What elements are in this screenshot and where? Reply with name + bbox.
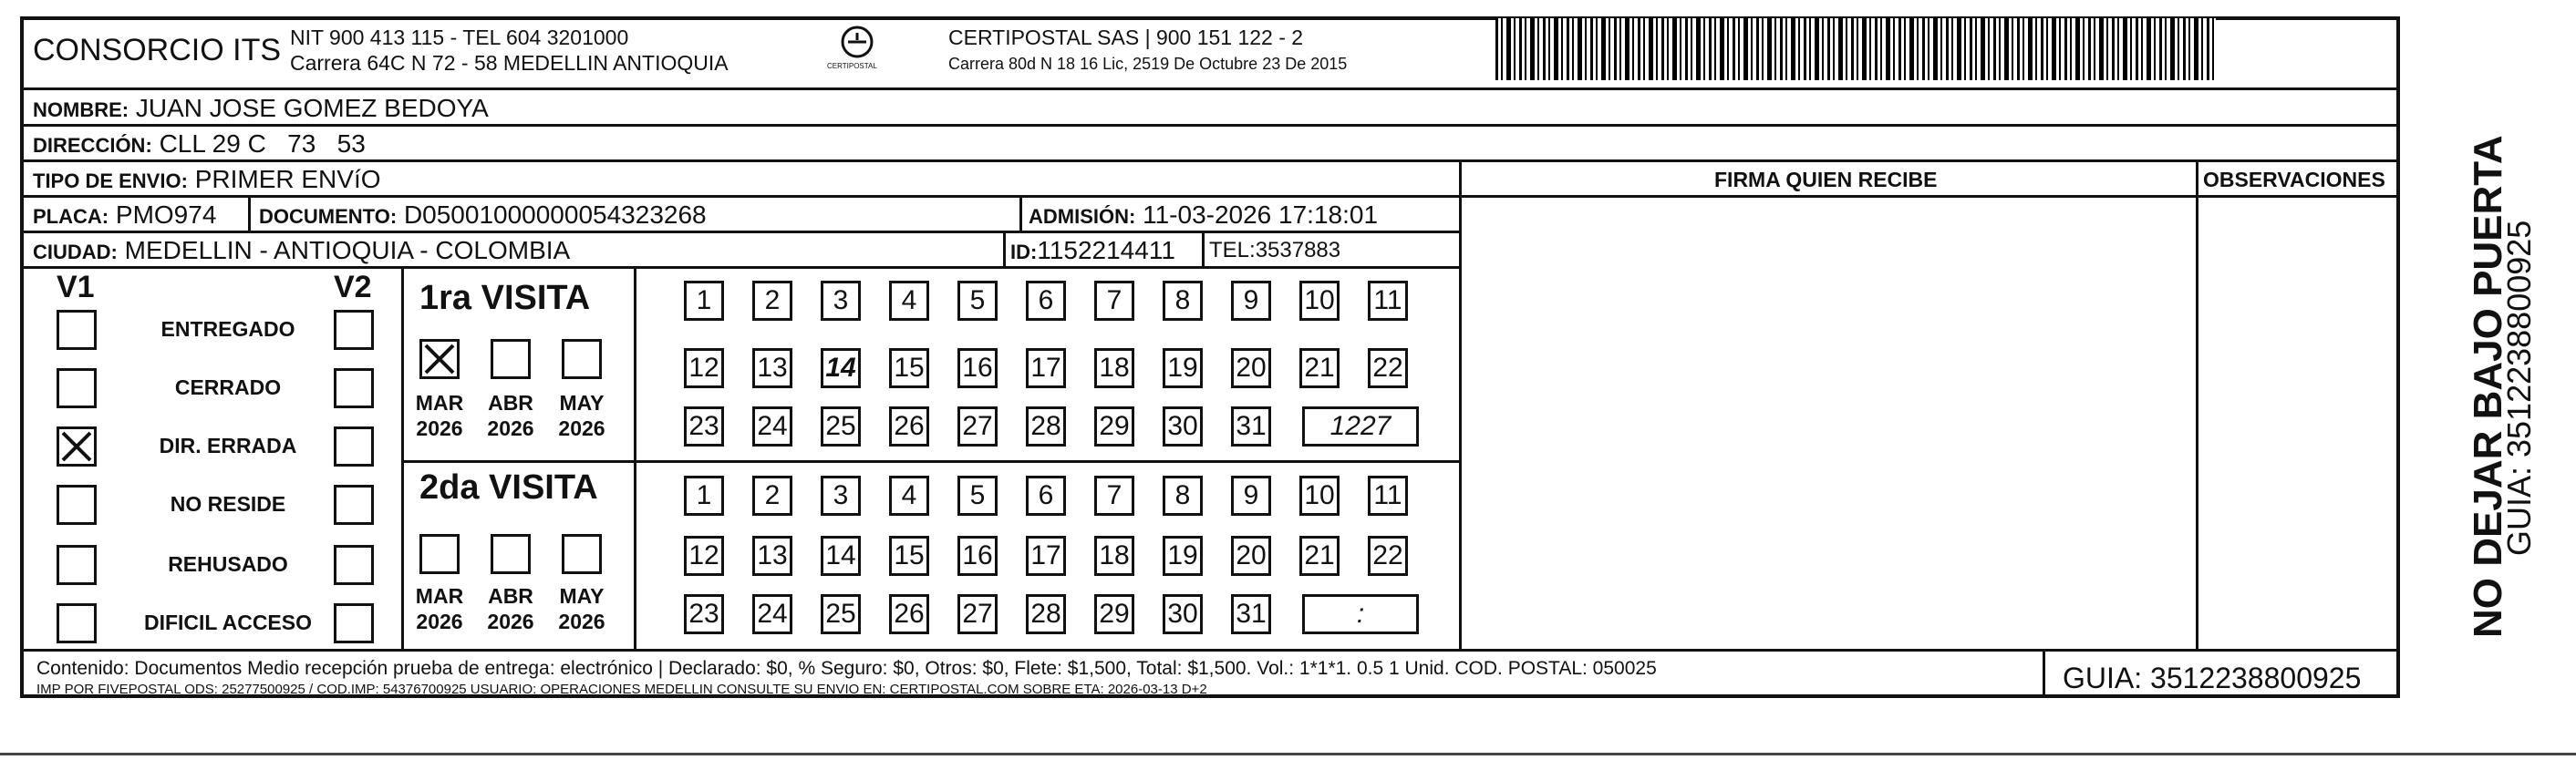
tipo-value: PRIMER ENVíO (194, 165, 381, 193)
admision-value: 11-03-2026 17:18:01 (1143, 200, 1379, 229)
visita2-day-box[interactable]: 12 (684, 536, 724, 576)
visita1-day-box[interactable]: 16 (957, 348, 998, 388)
v2-checkbox[interactable] (334, 485, 374, 525)
visita2-day-box[interactable]: 19 (1163, 536, 1203, 576)
side-guia: GUIA: 3512238800925 (2500, 220, 2538, 556)
direccion-value: CLL 29 C 73 53 (159, 129, 366, 158)
v2-checkbox[interactable] (334, 368, 374, 408)
visita2-month-label: MAR 2026 (415, 584, 464, 633)
visita2-day-box[interactable]: 13 (752, 536, 792, 576)
visita1-day-box[interactable]: 19 (1163, 348, 1203, 388)
visita2-day-box[interactable]: 8 (1163, 476, 1203, 516)
ciudad-value: MEDELLIN - ANTIOQUIA - COLOMBIA (124, 236, 571, 264)
divider (20, 124, 2400, 127)
divider (20, 159, 2400, 162)
visita1-day-box[interactable]: 27 (957, 406, 998, 447)
documento-row: DOCUMENTO: D05001000000054323268 (259, 200, 707, 229)
tel-value: 3537883 (1255, 238, 1341, 262)
visita1-day-box[interactable]: 31 (1231, 406, 1271, 447)
visita2-day-box[interactable]: 9 (1231, 476, 1271, 516)
visita2-day-box[interactable]: 6 (1026, 476, 1066, 516)
v1-checkbox[interactable] (57, 603, 97, 643)
tipo-row: TIPO DE ENVIO: PRIMER ENVíO (33, 165, 381, 193)
documento-value: D05001000000054323268 (403, 200, 707, 229)
visita1-day-box[interactable]: 7 (1094, 281, 1134, 321)
divider (1202, 231, 1205, 266)
divider (401, 266, 404, 649)
visita1-month-label: ABR 2026 (487, 391, 534, 440)
visita2-day-box[interactable]: 21 (1299, 536, 1340, 576)
barcode (1495, 18, 2216, 80)
visita2-day-box[interactable]: 5 (957, 476, 998, 516)
visita1-day-box[interactable]: 25 (821, 406, 861, 447)
visita1-day-box[interactable]: 2 (752, 281, 792, 321)
status-label: REHUSADO (168, 552, 288, 576)
firma-header: FIRMA QUIEN RECIBE (1714, 168, 1938, 191)
v2-checkbox[interactable] (334, 310, 374, 350)
visita2-day-box[interactable]: 11 (1368, 476, 1408, 516)
certipostal-title: CERTIPOSTAL SAS | 900 151 122 - 2 (948, 26, 1304, 49)
visita1-day-box[interactable]: 20 (1231, 348, 1271, 388)
company-nit: NIT 900 413 115 - TEL 604 3201000 (290, 26, 629, 49)
divider (1019, 195, 1022, 231)
visita1-day-box[interactable]: 30 (1163, 406, 1203, 447)
visita1-day-box[interactable]: 14 (821, 348, 861, 388)
footer-imp: IMP POR FIVEPOSTAL ODS: 25277500925 / COD.IMP: 54376700925 USUARIO: OPERACIONES MEDELLIN CONSULTE SU ENVIO EN: CERTIPOSTAL.COM SOBRE ETA: 2026-03-13 D+2 (36, 682, 1207, 697)
visita1-month-label: MAY 2026 (558, 391, 605, 440)
visita1-day-box[interactable]: 28 (1026, 406, 1066, 447)
footer-guia: GUIA: 3512238800925 (2063, 662, 2362, 694)
visita2-month-checkbox[interactable] (562, 534, 602, 574)
divider (634, 266, 636, 649)
v1-checkbox[interactable] (57, 485, 97, 525)
visita1-month-checkbox[interactable] (419, 339, 460, 379)
visita1-month-checkbox[interactable] (491, 339, 531, 379)
visita1-day-box[interactable]: 11 (1368, 281, 1408, 321)
footer-contenido: Contenido: Documentos Medio recepción prueba de entrega: electrónico | Declarado: $0, % Seguro: $0, Otros: $0, Flete: $1,500, Total: $1,500. Vol.: 1*1*1. 0.5 1 Unid. COD. POSTAL: 050025 (36, 658, 1657, 679)
v1-checkbox[interactable] (57, 368, 97, 408)
divider (1003, 231, 1006, 266)
visita1-day-box[interactable]: 10 (1299, 281, 1340, 321)
visita2-month-label: MAY 2026 (558, 584, 605, 633)
id-value: 1152214411 (1037, 236, 1175, 264)
visita1-day-box[interactable]: 22 (1368, 348, 1408, 388)
v2-checkbox[interactable] (334, 545, 374, 585)
visita1-day-box[interactable]: 24 (752, 406, 792, 447)
visita2-title: 2da VISITA (419, 468, 598, 507)
visita1-day-box[interactable]: 29 (1094, 406, 1134, 447)
observaciones-header: OBSERVACIONES (2203, 168, 2385, 191)
v1-checkbox[interactable] (57, 310, 97, 350)
tel-row: TEL:3537883 (1209, 238, 1341, 262)
nombre-row: NOMBRE: JUAN JOSE GOMEZ BEDOYA (33, 94, 489, 122)
status-label: CERRADO (174, 375, 282, 399)
divider (248, 195, 251, 231)
divider (20, 87, 2400, 90)
visita2-day-box[interactable]: 17 (1026, 536, 1066, 576)
v2-checkbox[interactable] (334, 603, 374, 643)
visita1-day-box[interactable]: 12 (684, 348, 724, 388)
visita1-month-checkbox[interactable] (562, 339, 602, 379)
visita1-month-label: MAR 2026 (415, 391, 464, 440)
visita2-day-box[interactable]: 24 (752, 594, 792, 634)
v2-header: V2 (334, 270, 372, 304)
visita1-day-box[interactable]: 18 (1094, 348, 1134, 388)
visita2-day-box[interactable]: 27 (957, 594, 998, 634)
visita1-day-box[interactable]: 17 (1026, 348, 1066, 388)
visita2-day-box[interactable]: 15 (889, 536, 929, 576)
page-edge (0, 753, 2576, 755)
divider (20, 231, 1461, 233)
visita2-month-checkbox[interactable] (419, 534, 460, 574)
visita1-day-box[interactable]: 6 (1026, 281, 1066, 321)
visita2-day-box[interactable]: 30 (1163, 594, 1203, 634)
visita2-day-box[interactable]: 2 (752, 476, 792, 516)
visita1-day-box[interactable]: 15 (889, 348, 929, 388)
visita2-day-box[interactable]: 4 (889, 476, 929, 516)
company-name: CONSORCIO ITS (33, 33, 282, 67)
status-label: NO RESIDE (170, 492, 286, 516)
divider (20, 266, 1461, 269)
placa-value: PMO974 (115, 200, 217, 229)
visita2-day-box[interactable]: 20 (1231, 536, 1271, 576)
visita2-month-checkbox[interactable] (491, 534, 531, 574)
visita2-day-box[interactable]: 25 (821, 594, 861, 634)
company-address: Carrera 64C N 72 - 58 MEDELLIN ANTIOQUIA (290, 51, 729, 75)
visita2-day-box[interactable]: 16 (957, 536, 998, 576)
visita1-day-box[interactable]: 4 (889, 281, 929, 321)
divider (401, 460, 1459, 463)
visita1-time-box[interactable]: 1227 (1302, 406, 1419, 447)
visita2-day-box[interactable]: 29 (1094, 594, 1134, 634)
visita2-day-box[interactable]: 22 (1368, 536, 1408, 576)
visita1-day-box[interactable]: 13 (752, 348, 792, 388)
id-row: ID:1152214411 (1010, 236, 1175, 264)
visita2-day-box[interactable]: 14 (821, 536, 861, 576)
visita2-day-box[interactable]: 3 (821, 476, 861, 516)
certipostal-address: Carrera 80d N 18 16 Lic, 2519 De Octubre 23 De 2015 (948, 55, 1348, 73)
visita2-day-box[interactable]: 28 (1026, 594, 1066, 634)
observations-area[interactable] (2198, 195, 2400, 649)
v2-checkbox[interactable] (334, 426, 374, 467)
certipostal-logo: CERTIPOSTAL (825, 22, 889, 77)
visita1-day-box[interactable]: 8 (1163, 281, 1203, 321)
visita2-day-box[interactable]: 23 (684, 594, 724, 634)
nombre-value: JUAN JOSE GOMEZ BEDOYA (135, 94, 489, 122)
ciudad-row: CIUDAD: MEDELLIN - ANTIOQUIA - COLOMBIA (33, 236, 571, 264)
signature-area[interactable] (1462, 195, 2196, 649)
v1-checkbox[interactable] (57, 426, 97, 467)
placa-row: PLACA: PMO974 (33, 200, 217, 229)
visita1-day-box[interactable]: 23 (684, 406, 724, 447)
visita2-time-box[interactable]: : (1302, 594, 1419, 634)
visita1-day-box[interactable]: 26 (889, 406, 929, 447)
visita1-day-box[interactable]: 21 (1299, 348, 1340, 388)
visita1-day-box[interactable]: 5 (957, 281, 998, 321)
visita2-month-label: ABR 2026 (487, 584, 534, 633)
status-label: ENTREGADO (160, 317, 295, 341)
status-label: DIFICIL ACCESO (143, 611, 312, 634)
visita2-day-box[interactable]: 10 (1299, 476, 1340, 516)
v1-checkbox[interactable] (57, 545, 97, 585)
direccion-row: DIRECCIÓN: CLL 29 C 73 53 (33, 129, 366, 158)
visita2-day-box[interactable]: 18 (1094, 536, 1134, 576)
visita2-day-box[interactable]: 26 (889, 594, 929, 634)
status-label: DIR. ERRADA (159, 434, 297, 457)
visita2-day-box[interactable]: 1 (684, 476, 724, 516)
visita1-day-box[interactable]: 1 (684, 281, 724, 321)
divider (2043, 649, 2045, 698)
visita2-day-box[interactable]: 7 (1094, 476, 1134, 516)
visita2-day-box[interactable]: 31 (1231, 594, 1271, 634)
v1-header: V1 (57, 270, 95, 304)
visita1-day-box[interactable]: 3 (821, 281, 861, 321)
no-dejar-text: NO DEJAR BAJO PUERTA (2466, 135, 2510, 638)
visita1-day-box[interactable]: 9 (1231, 281, 1271, 321)
admision-row: ADMISIÓN: 11-03-2026 17:18:01 (1029, 200, 1379, 229)
visita1-title: 1ra VISITA (419, 279, 591, 317)
